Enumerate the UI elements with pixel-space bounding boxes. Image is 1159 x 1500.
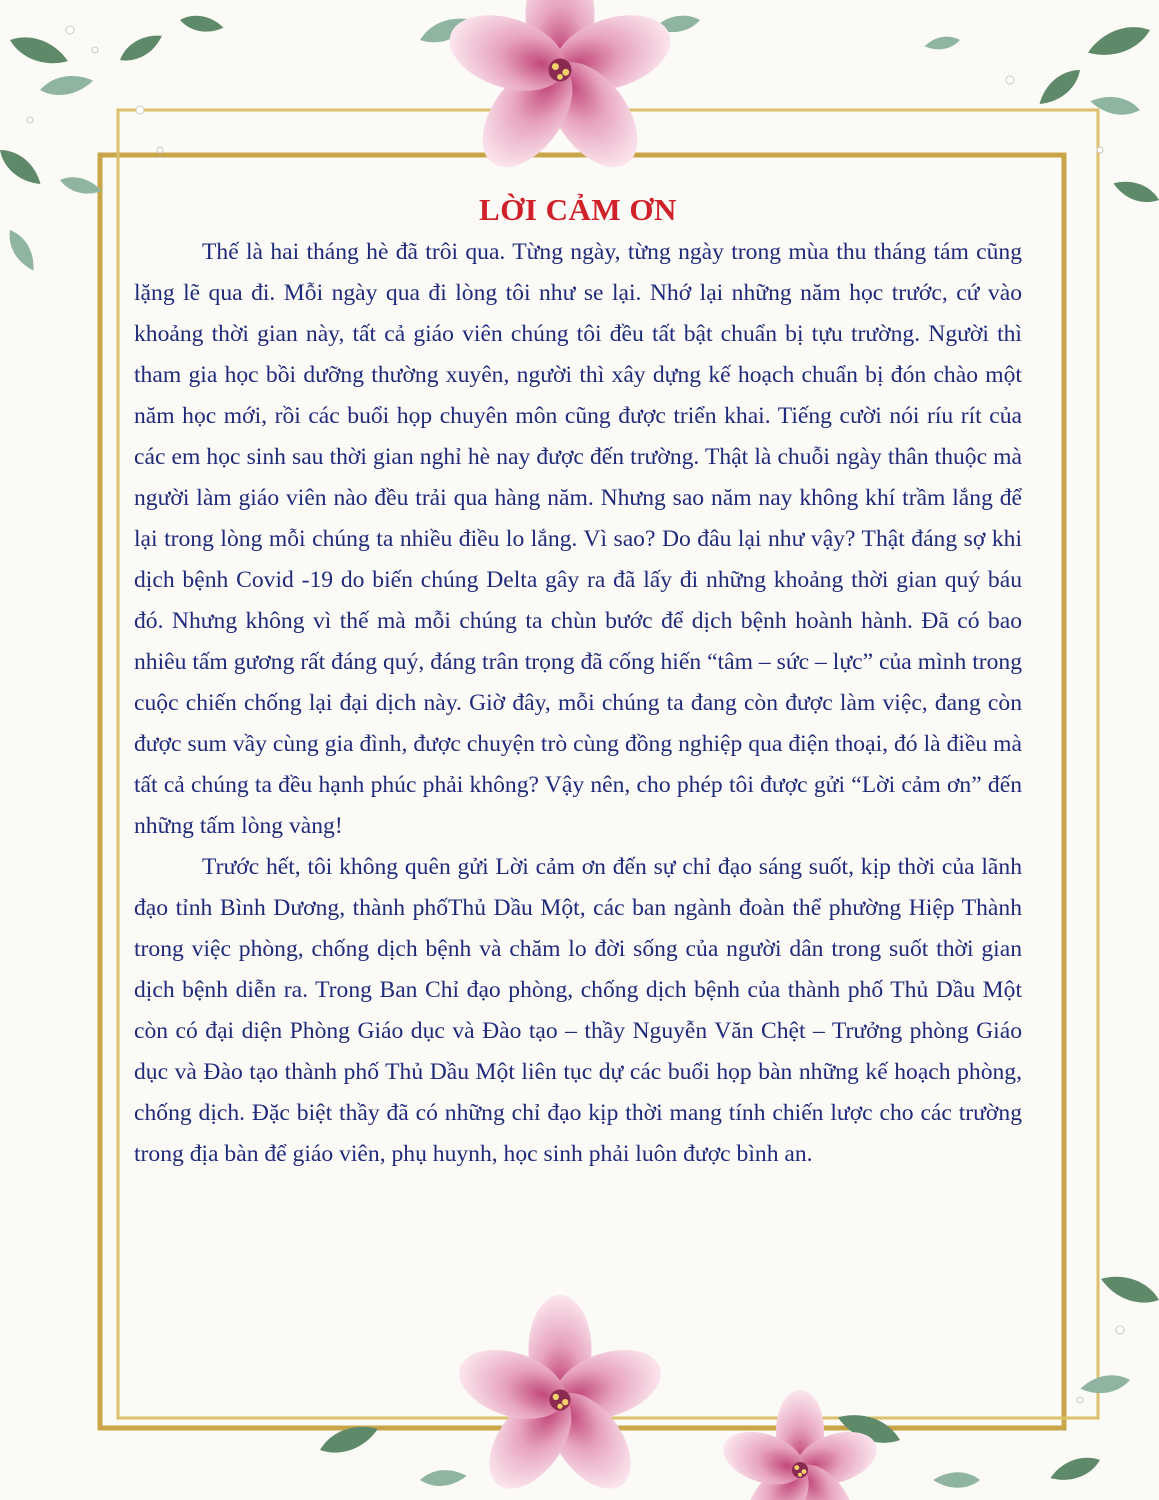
foliage-top-right [924,19,1159,207]
flower-bottom-center [316,1295,980,1500]
document-title: LỜI CẢM ƠN [479,192,677,227]
paragraph-2: Trước hết, tôi không quên gửi Lời cảm ơn đến sự chỉ đạo sáng suốt, kịp thời của lãnh đạo tỉnh Bình Dương, thành phốThủ Dầu Một, các ban ngành đoàn thể phường Hiệp Thành trong việc phòng, chống dịch bệnh và chăm lo đời sống của người dân trong suốt thời gian dịch bệnh diễn ra. Trong Ban Chỉ đạo phòng, chống dịch bệnh của thành phố Thủ Dầu Một còn có đại diện Phòng Giáo dục và Đào tạo – thầy Nguyễn Văn Chệt – Trưởng phòng Giáo dục và Đào tạo thành phố Thủ Dầu Một liên tục dự các buổi họp bàn những kế hoạch phòng, chống dịch. Đặc biệt thầy đã có những chỉ đạo kịp thời mang tính chiến lược cho các trường trong địa bàn để giáo viên, phụ huynh, học sinh phải luôn được bình an. [134,854,1022,1167]
document-page [134,192,1022,1282]
paragraph-1: Thế là hai tháng hè đã trôi qua. Từng ngày, từng ngày trong mùa thu tháng tám cũng lặng lẽ qua đi. Mỗi ngày qua đi lòng tôi như se lại. Nhớ lại những năm học trước, cứ vào khoảng thời gian này, tất cả giáo viên chúng tôi đều tất bật chuẩn bị tựu trường. Người thì tham gia học bồi dưỡng thường xuyên, người thì xây dựng kế hoạch chuẩn bị đón chào một năm học mới, rồi các buổi họp chuyên môn cũng được triển khai. Tiếng cười nói ríu rít của các em học sinh sau thời gian nghỉ hè nay được đến trường. Thật là chuỗi ngày thân thuộc mà người làm giáo viên nào đều trải qua hàng năm. Nhưng sao năm nay không khí trầm lắng để lại trong lòng mỗi chúng ta nhiều điều lo lắng. Vì sao? Do đâu lại như vậy? Thật đáng sợ khi dịch bệnh Covid -19 do biến chúng Delta gây ra đã lấy đi những khoảng thời gian quý báu đó. Nhưng không vì thế mà mỗi chúng ta chùn bước để dịch bệnh hoành hành. Đã có bao nhiêu tấm gương rất đáng quý, đáng trân trọng đã cống hiến “tâm – sức – lực” của mình trong cuộc chiến chống lại đại dịch này. Giờ đây, mỗi chúng ta đang còn được làm việc, đang còn được sum vầy cùng gia đình, được chuyện trò cùng đồng nghiệp qua điện thoại, đó là điều mà tất cả chúng ta đều hạnh phúc phải không? Vậy nên, cho phép tôi được gửi “Lời cảm ơn” đến những tấm lòng vàng! [134,239,1022,839]
